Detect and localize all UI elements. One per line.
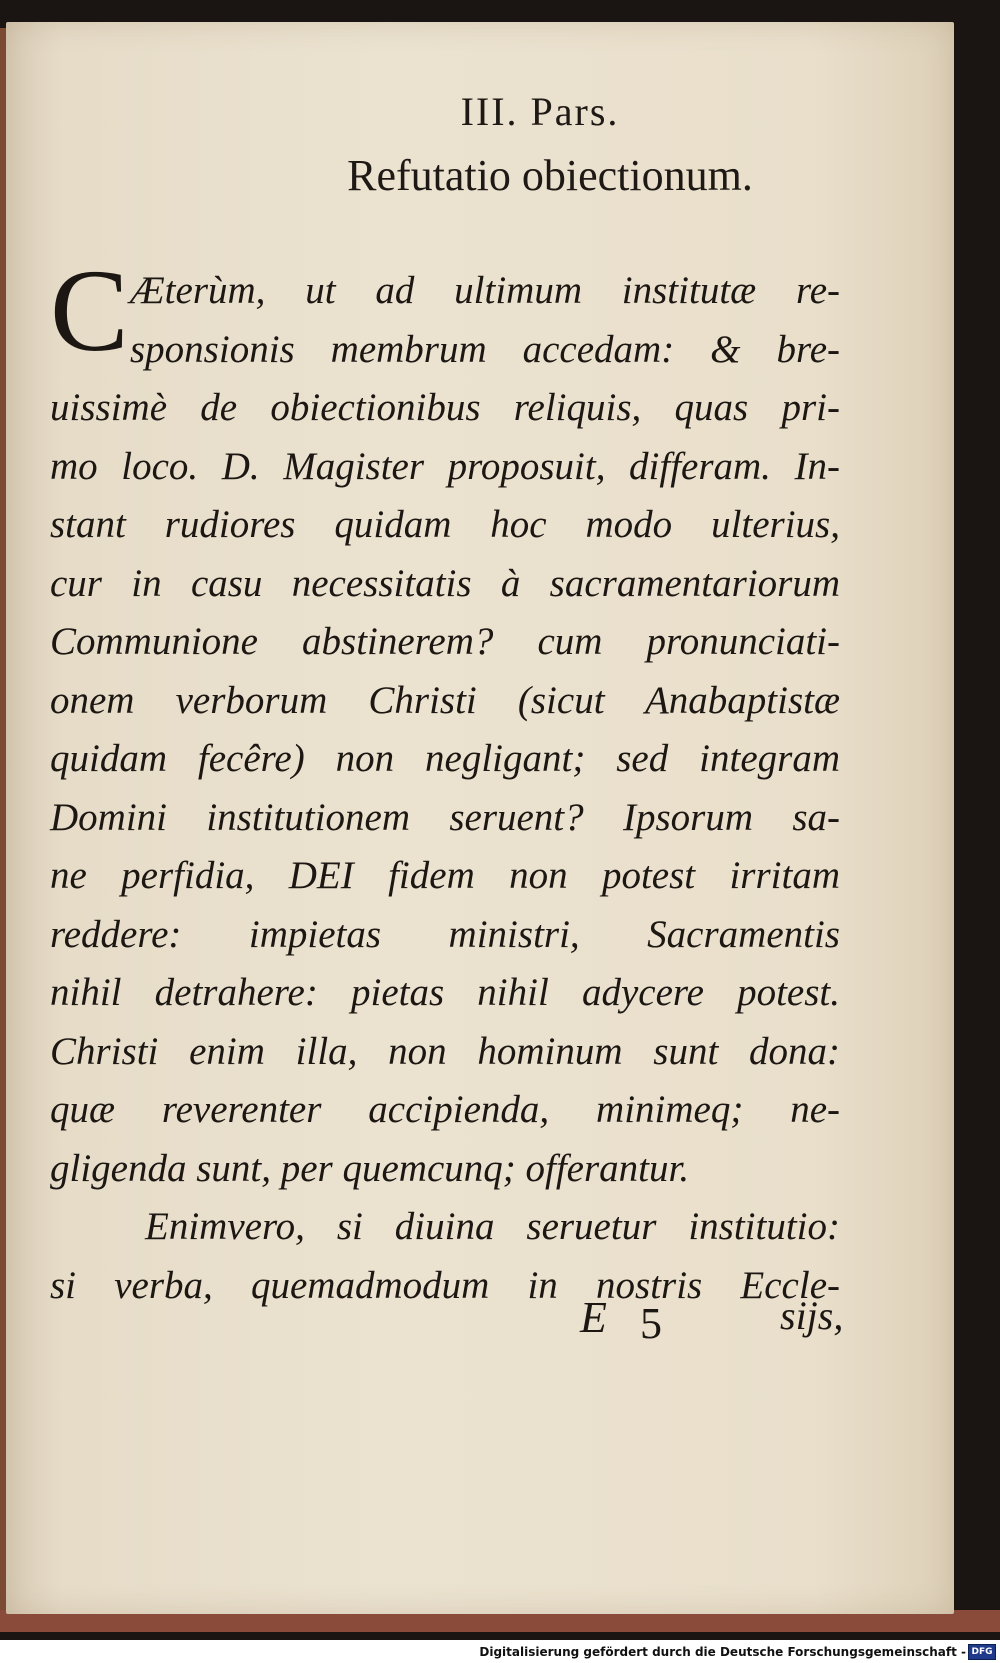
text-line: Æterùm, ut ad ultimum institutæ re-: [130, 269, 840, 312]
text-line: si verba, quemadmodum in nostris Eccle-: [50, 1263, 840, 1307]
catchword: sijs,: [780, 1293, 844, 1338]
text-line: gligenda sunt, per quemcunq; offerantur.: [50, 1146, 690, 1190]
text-line: ne perfidia, DEI fidem non potest irritam: [50, 854, 840, 897]
drop-cap: C: [50, 245, 129, 376]
text-line: onem verborum Christi (sicut Anabaptistæ: [50, 678, 840, 722]
signature-number: 5: [640, 1299, 662, 1348]
text-line: Communione abstinerem? cum pronunciati-: [50, 620, 840, 663]
section-title: Refutatio obiectionum.: [347, 151, 753, 200]
digitization-credit: Digitalisierung gefördert durch die Deutsche Forschungsgemeinschaft -: [479, 1645, 966, 1659]
text-line: stant rudiores quidam hoc modo ulterius,: [50, 503, 840, 546]
text-line: sponsionis membrum accedam: & bre-: [130, 327, 840, 371]
text-line: quidam fecêre) non negligant; sed integram: [50, 737, 840, 780]
body-text: [50, 245, 840, 1315]
part-heading: III. Pars.: [460, 89, 620, 134]
text-line: Enimvero, si diuina seruetur institutio:: [145, 1205, 840, 1248]
text-line: mo loco. D. Magister proposuit, differam. In-: [50, 444, 840, 488]
dfg-logo: DFG: [968, 1644, 996, 1660]
text-line: uissimè de obiectionibus reliquis, quas pri-: [50, 386, 840, 429]
signature-mark: E: [580, 1293, 613, 1342]
text-line: nihil detrahere: pietas nihil adycere potest.: [50, 971, 840, 1014]
text-line: Christi enim illa, non hominum sunt dona:: [50, 1029, 840, 1073]
text-line: reddere: impietas ministri, Sacramentis: [50, 912, 840, 956]
text-line: cur in casu necessitatis à sacramentariorum: [50, 561, 840, 605]
text-line: Domini institutionem seruent? Ipsorum sa-: [50, 795, 840, 839]
text-line: quæ reverenter accipienda, minimeq; ne-: [50, 1088, 840, 1131]
